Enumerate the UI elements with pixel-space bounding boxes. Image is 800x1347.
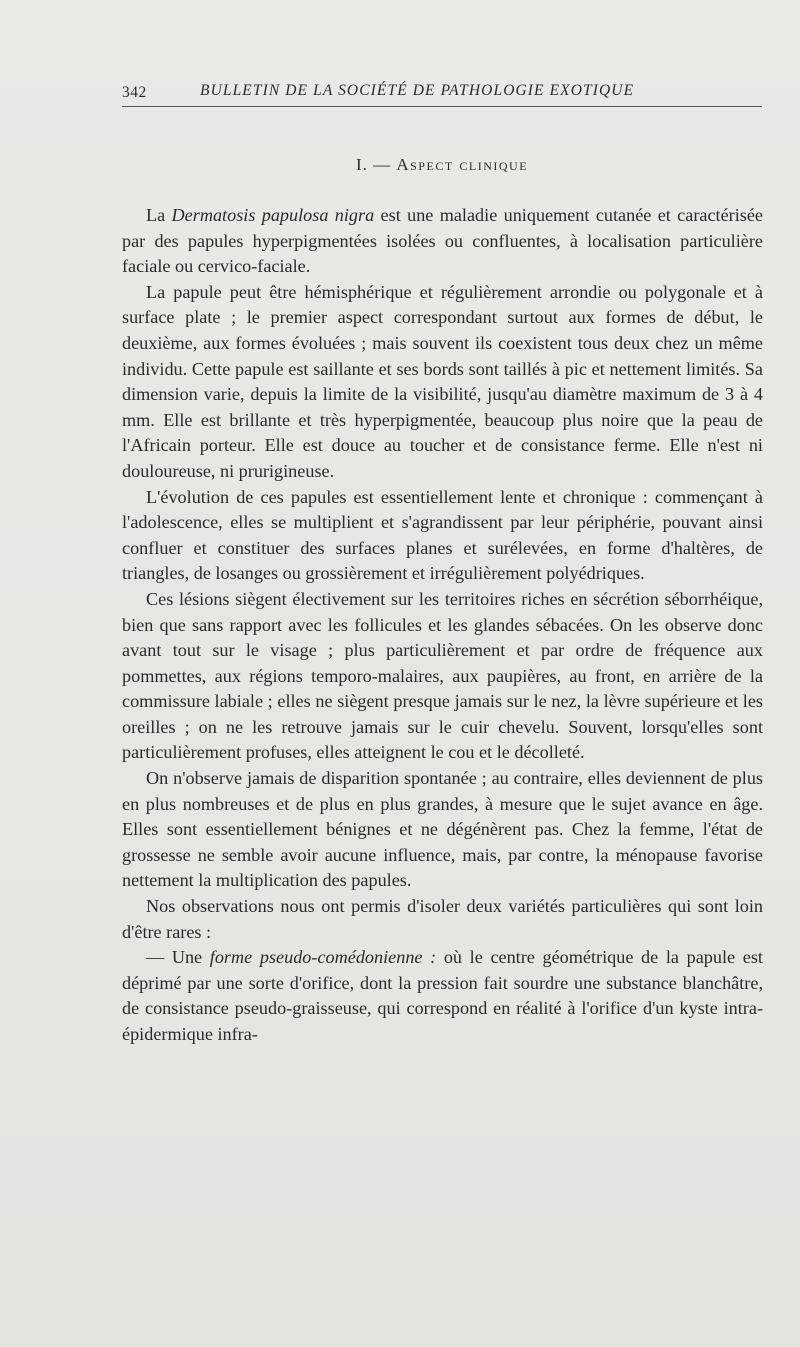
running-title: BULLETIN DE LA SOCIÉTÉ DE PATHOLOGIE EXOTIQUE: [200, 82, 635, 99]
page-number: 342: [122, 84, 147, 101]
paragraph-text: est une maladie uniquement cutanée et caractérisée par des papules hyperpigmentées isolées ou confluentes, à localisation particulière faciale ou cervico-faciale.: [122, 205, 763, 277]
paragraph: [122, 203, 763, 280]
paragraph-text: La: [146, 205, 172, 225]
page-header: [122, 78, 762, 106]
variety-name: forme pseudo-comédonienne :: [209, 947, 437, 968]
paragraph: Ces lésions siègent électivement sur les territoires riches en sécrétion séborrhéique, bien que sans rapport avec les follicules et les glandes sébacées. On les observe donc avant tout sur le visage ; plus particulièrement et par ordre de fréquence aux pommettes, aux régions temporo-malaires, aux paupières, au front, en arrière de la commissure labiale ; elles ne siègent presque jamais sur le nez, la lèvre supérieure et les oreilles ; on ne les retrouve jamais sur le cuir chevelu. Souvent, lorsqu'elles sont particulièrement profuses, elles atteignent le cou et le décolleté.: [122, 588, 763, 763]
body-text: [122, 203, 763, 1048]
species-name: Dermatosis papulosa nigra: [171, 205, 375, 225]
paragraph: On n'observe jamais de disparition spontanée ; au contraire, elles deviennent de plus en plus nombreuses et de plus en plus grandes, à mesure que le sujet avance en âge. Elles sont essentiellement bénignes et ne dégénèrent pas. Chez la femme, l'état de grossesse ne semble avoir aucune influence, mais, par contre, la ménopause favorise nettement la multiplication des papules.: [122, 768, 763, 891]
paragraph-text: — Une: [146, 947, 210, 968]
paragraph-text: où le centre géométrique de la papule est déprimé par une sorte d'orifice, dont la pression fait sourdre une substance blanchâtre, de consistance pseudo-graisseuse, qui correspond en réalité à l'orifice d'un kyste intra-épidermique infra-: [122, 947, 763, 1044]
section-title-text: Aspect clinique: [396, 155, 529, 174]
paragraph: Nos observations nous ont permis d'isoler deux variétés particulières qui sont loin d'être rares :: [122, 896, 763, 942]
section-heading: [122, 155, 762, 175]
paragraph: L'évolution de ces papules est essentiellement lente et chronique : commençant à l'adolescence, elles se multiplient et s'agrandissent par leur périphérie, pouvant ainsi confluer et constituer des surfaces planes et surélevées, en forme d'haltères, de triangles, de losanges ou grossièrement et irrégulièrement polyédriques.: [122, 486, 763, 584]
header-rule: [122, 106, 762, 107]
paragraph: [122, 945, 763, 1047]
section-number: I. —: [355, 155, 392, 174]
paragraph: La papule peut être hémisphérique et régulièrement arrondie ou polygonale et à surface plate ; le premier aspect correspondant surtout aux formes de début, le deuxième, aux formes évoluées ; mais souvent ils coexistent tous deux chez un même individu. Cette papule est saillante et ses bords sont taillés à pic et nettement limités. Sa dimension varie, depuis la limite de la visibilité, jusqu'au diamètre maximum de 3 à 4 mm. Elle est brillante et très hyperpigmentée, beaucoup plus noire que la peau de l'Africain porteur. Elle est douce au toucher et de consistance ferme. Elle n'est ni douloureuse, ni prurigineuse.: [122, 281, 763, 481]
